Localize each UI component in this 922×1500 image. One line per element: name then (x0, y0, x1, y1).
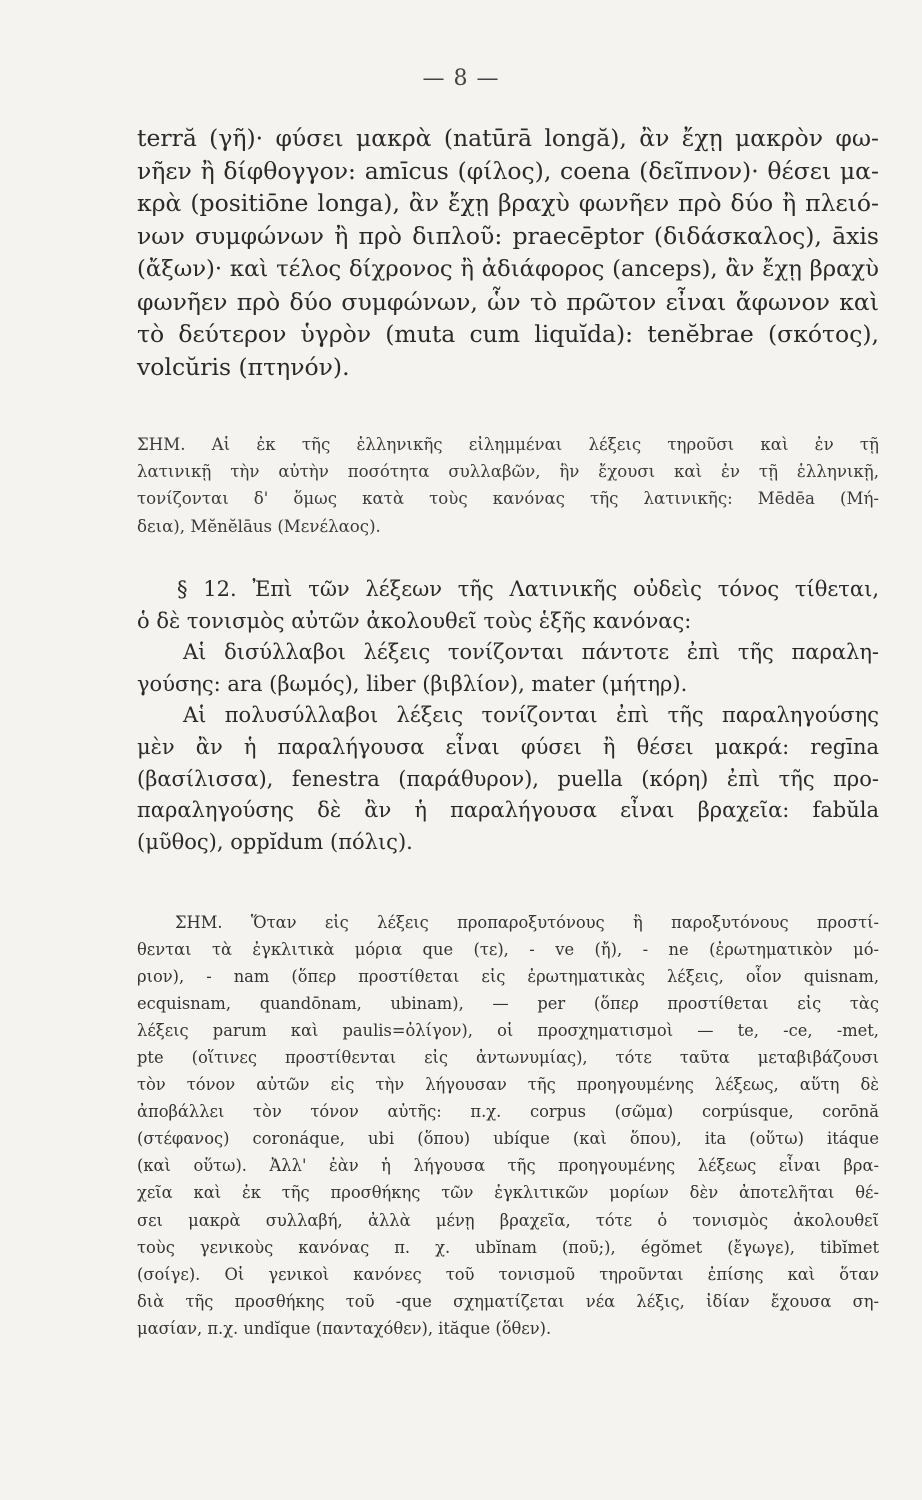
text-line: νῆεν ἢ δίφθογγον: amīcus (φίλος), coena (δεῖπνον)· θέσει μα- (137, 156, 879, 185)
text-line: ecquisnam, quandōnam, ubinam), — per (ὅπερ προστίθεται εἰς τὰς (137, 994, 879, 1014)
text-line: θενται τὰ ἐγκλιτικὰ μόρια que (τε), - ve (ἤ), - ne (ἐρωτηματικὸν μό- (137, 940, 879, 960)
text-line: γούσης: ara (βωμός), liber (βιβλίον), mater (μήτηρ). (137, 671, 688, 696)
section-heading-line: § 12. Ἐπὶ τῶν λέξεων τῆς Λατινικῆς οὐδεὶς τόνος τίθεται, (177, 577, 879, 601)
note-paragraph (137, 909, 879, 1342)
text-line: ἀποβάλλει τὸν τόνον αὐτῆς: π.χ. corpus (σῶμα) corpúsque, corōnă (137, 1102, 879, 1122)
text-line: λέξεις parum καὶ paulis=ὀλίγον), οἱ προσχηματισμοὶ — te, -ce, -met, (137, 1021, 879, 1041)
text-line: φωνῆεν πρὸ δύο συμφώνων, ὧν τὸ πρῶτον εἶναι ἄφωνον καὶ (137, 287, 879, 316)
text-line: νων συμφώνων ἢ πρὸ διπλοῦ: praecēptor (διδάσκαλος), āxis (137, 222, 879, 251)
text-line: παραληγούσης δὲ ἂν ἡ παραλήγουσα εἶναι βραχεῖα: fabŭla (137, 798, 879, 823)
text-line: (στέφανος) coronáque, ubi (ὅπου) ubíque (καὶ ὅπου), ita (οὕτω) itáque (137, 1129, 879, 1149)
text-line: ΣΗΜ. Ὅταν εἰς λέξεις προπαροξυτόνους ἢ παροξυτόνους προστί- (175, 913, 879, 932)
text-line: (καὶ οὕτω). Ἀλλ' ἐὰν ἡ λήγουσα τῆς προηγουμένης λέξεως εἶναι βρα- (137, 1156, 879, 1176)
text-line: τὸ δεύτερον ὑγρὸν (muta cum liquĭda): tenĕbrae (σκότος), (137, 320, 879, 349)
page-number: — 8 — (422, 66, 500, 91)
note-paragraph (137, 431, 879, 540)
text-line: (μῦθος), oppĭdum (πόλις). (137, 829, 413, 854)
text-line: volcŭris (πτηνόν). (137, 352, 350, 381)
text-line: (ἄξων)· καὶ τέλος δίχρονος ἢ ἀδιάφορος (anceps), ἂν ἔχῃ βραχὺ (137, 255, 879, 282)
text-line: ὁ δὲ τονισμὸς αὐτῶν ἀκολουθεῖ τοὺς ἑξῆς κανόνας: (137, 608, 692, 633)
text-line: σει μακρὰ συλλαβή, ἀλλὰ μένῃ βραχεῖα, τότε ὁ τονισμὸς ἀκολουθεῖ (137, 1210, 879, 1230)
text-line: (βασίλισσα), fenestra (παράθυρον), puella (κόρη) ἐπὶ τῆς προ- (137, 766, 879, 791)
text-line: terră (γῆ)· φύσει μακρὰ (natūrā longă), ἂν ἔχῃ μακρὸν φω- (137, 124, 879, 152)
text-line: μασίαν, π.χ. undĭque (πανταχόθεν), ităque (ὅθεν). (137, 1318, 552, 1338)
text-line: Αἱ πολυσύλλαβοι λέξεις τονίζονται ἐπὶ τῆς παραληγούσης (183, 703, 879, 728)
text-line: ριον), - nam (ὅπερ προστίθεται εἰς ἐρωτηματικὰς λέξεις, οἷον quisnam, (137, 967, 879, 987)
section-12 (137, 574, 879, 858)
text-line: τὸν τόνον αὐτῶν εἰς τὴν λήγουσαν τῆς προηγουμένης λέξεως, αὕτη δὲ (137, 1075, 879, 1095)
text-line: τονίζονται δ' ὅμως κατὰ τοὺς κανόνας τῆς λατινικῆς: Mēdēa (Μή- (137, 489, 879, 509)
text-line: λατινικῇ τὴν αὐτὴν ποσότητα συλλαβῶν, ἣν ἔχουσι καὶ ἐν τῇ ἑλληνικῇ, (137, 462, 879, 482)
text-line: διὰ τῆς προσθήκης τοῦ -que σχηματίζεται νέα λέξις, ἰδίαν ἔχουσα ση- (137, 1291, 879, 1311)
text-line: χεῖα καὶ ἐκ τῆς προσθήκης τῶν ἐγκλιτικῶν μορίων δὲν ἀποτελῆται θέ- (137, 1183, 879, 1203)
text-line: κρὰ (positiōne longa), ἂν ἔχῃ βραχὺ φωνῆεν πρὸ δύο ἢ πλειό- (137, 189, 879, 218)
text-line: Αἱ δισύλλαβοι λέξεις τονίζονται πάντοτε ἐπὶ τῆς παραλη- (183, 640, 879, 665)
text-line: (σοίγε). Οἱ γενικοὶ κανόνες τοῦ τονισμοῦ τηροῦνται ἐπίσης καὶ ὅταν (137, 1264, 879, 1284)
text-line: μὲν ἂν ἡ παραλήγουσα εἶναι φύσει ἢ θέσει μακρά: regīna (137, 734, 879, 759)
intro-paragraph (137, 122, 879, 384)
text-line: ΣΗΜ. Αἱ ἐκ τῆς ἑλληνικῆς εἰλημμέναι λέξεις τηροῦσι καὶ ἐν τῇ (137, 435, 879, 454)
text-line: δεια), Mĕnĕlāus (Μενέλαος). (137, 516, 381, 536)
text-line: pte (οἵτινες προστίθενται εἰς ἀντωνυμίας), τότε ταῦτα μεταβιβάζουσι (137, 1048, 879, 1068)
text-line: τοὺς γενικοὺς κανόνας π. χ. ubĭnam (ποῦ;), égŏmet (ἔγωγε), tibĭmet (137, 1237, 879, 1257)
